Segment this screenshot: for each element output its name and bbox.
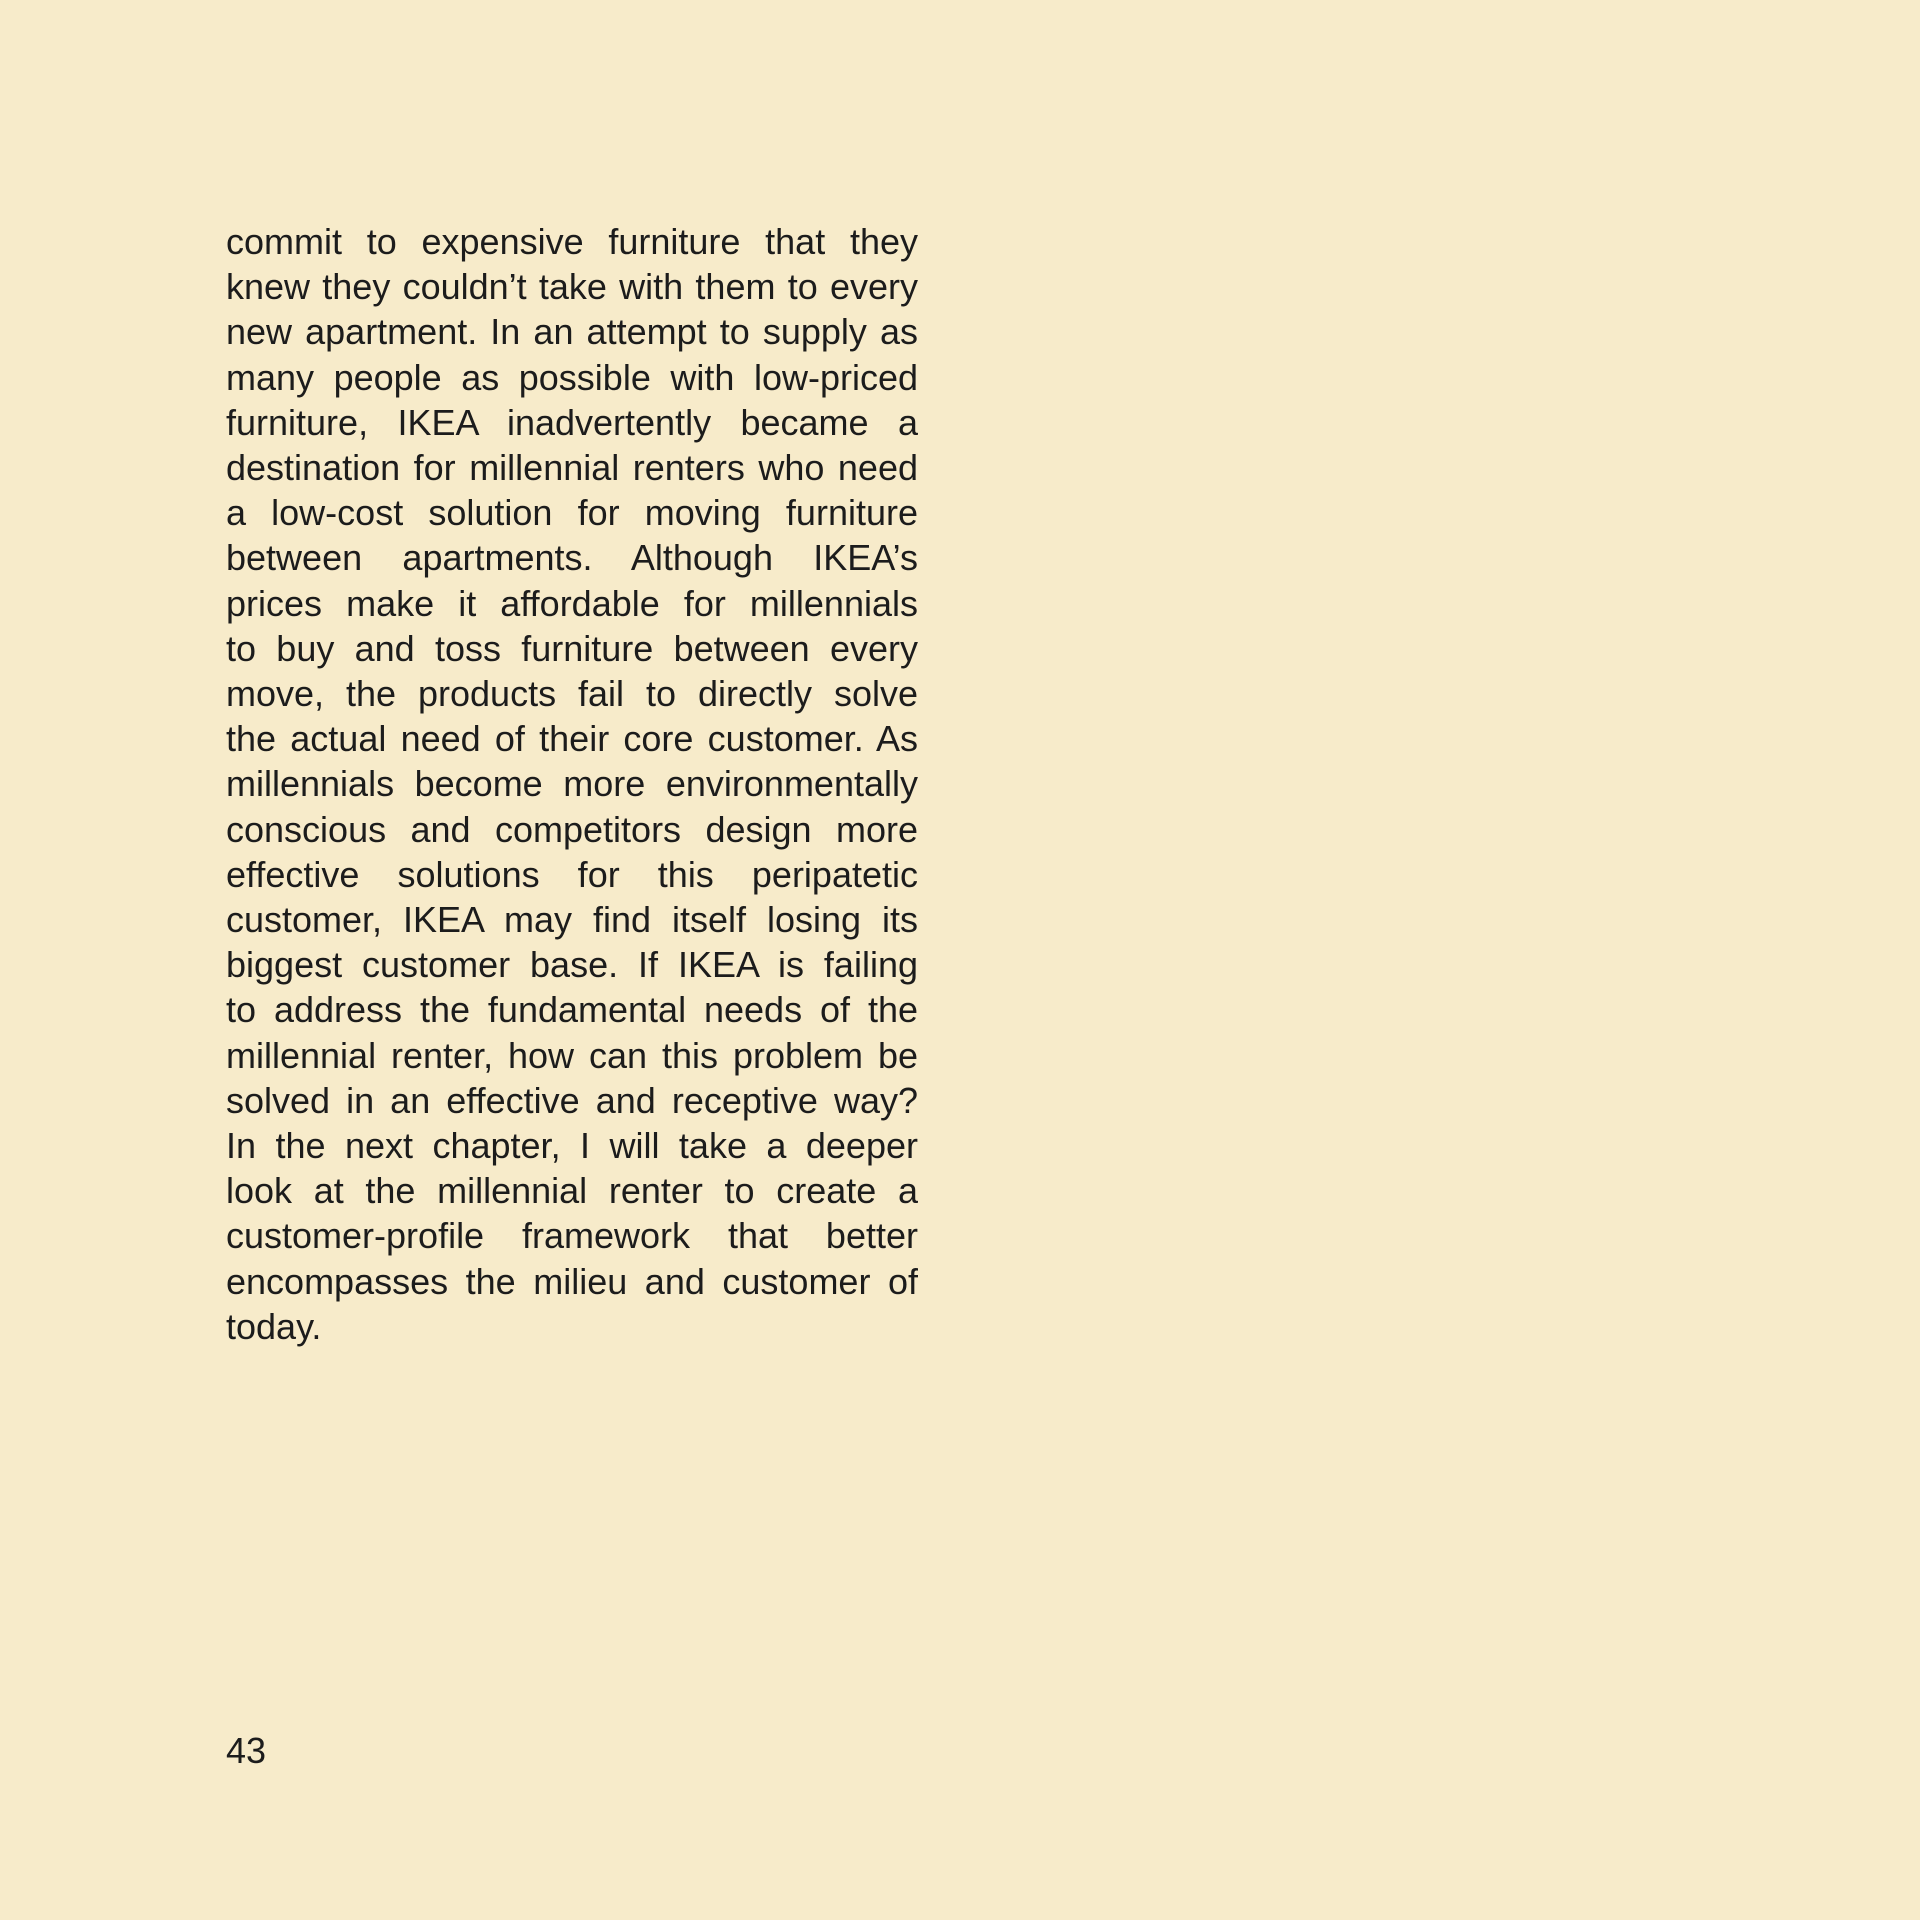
text-line: biggest customer base. If IKEA is failing	[226, 944, 918, 986]
text-line: move, the products fail to directly solve	[226, 673, 918, 715]
text-line: destination for millennial renters who need	[226, 447, 918, 489]
text-line: encompasses the milieu and customer of	[226, 1260, 918, 1302]
text-line: the actual need of their core customer. As	[226, 718, 918, 760]
text-line: today.	[226, 1305, 322, 1347]
text-line: furniture, IKEA inadvertently became a	[226, 401, 918, 443]
text-line: between apartments. Although IKEA’s	[226, 537, 918, 579]
text-line: to address the fundamental needs of the	[226, 989, 918, 1031]
text-line: prices make it affordable for millennials	[226, 582, 918, 624]
text-line: customer-profile framework that better	[226, 1215, 918, 1257]
page-number: 43	[226, 1730, 267, 1771]
text-line: many people as possible with low-priced	[226, 356, 918, 398]
text-line: millennials become more environmentally	[226, 763, 918, 805]
text-line: customer, IKEA may find itself losing its	[226, 899, 918, 941]
text-line: millennial renter, how can this problem be	[226, 1034, 918, 1076]
text-line: solved in an effective and receptive way?	[226, 1079, 918, 1121]
body-paragraph	[226, 219, 918, 1349]
text-line: knew they couldn’t take with them to every	[226, 266, 918, 308]
text-line: In the next chapter, I will take a deeper	[226, 1125, 918, 1167]
text-line: look at the millennial renter to create a	[226, 1170, 918, 1212]
text-line: commit to expensive furniture that they	[226, 221, 918, 262]
text-line: new apartment. In an attempt to supply as	[226, 311, 918, 353]
text-line: effective solutions for this peripatetic	[226, 853, 918, 895]
text-line: to buy and toss furniture between every	[226, 627, 918, 669]
text-line: a low-cost solution for moving furniture	[226, 492, 918, 534]
text-line: conscious and competitors design more	[226, 808, 918, 850]
